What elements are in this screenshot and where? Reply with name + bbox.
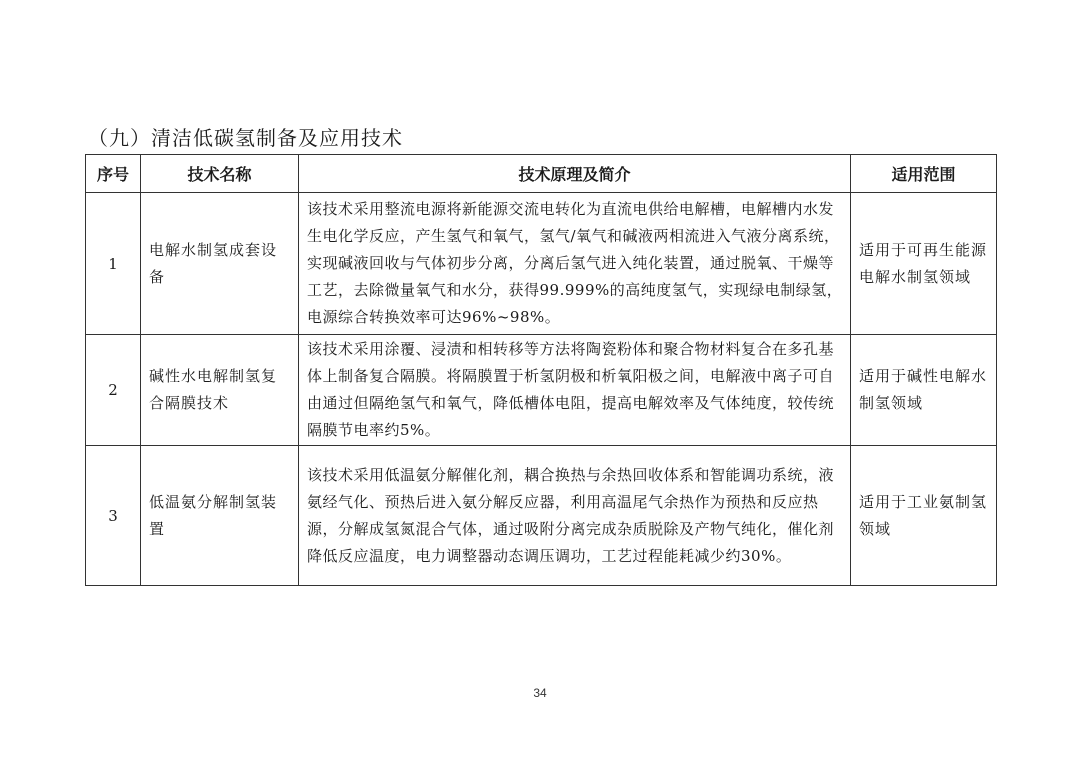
row-description: 该技术采用整流电源将新能源交流电转化为直流电供给电解槽，电解槽内水发生电化学反应，产生氢气和氧气，氢气/氧气和碱液两相流进入气液分离系统，实现碱液回收与气体初步分离，分离后氢气进入纯化装置，通过脱氧、干燥等工艺，去除微量氧气和水分，获得99.999%的高纯度氢气，实现绿电制绿氢，电源综合转换效率可达96%~98%。 (299, 193, 851, 335)
header-index: 序号 (86, 155, 141, 193)
row-tech-name: 低温氨分解制氢装置 (141, 446, 299, 586)
row-tech-name: 碱性水电解制氢复合隔膜技术 (141, 335, 299, 446)
row-scope: 适用于工业氨制氢领域 (851, 446, 997, 586)
row-description: 该技术采用低温氨分解催化剂，耦合换热与余热回收体系和智能调功系统，液氨经气化、预热后进入氨分解反应器，利用高温尾气余热作为预热和反应热源，分解成氢氮混合气体，通过吸附分离完成杂质脱除及产物气纯化，催化剂降低反应温度，电力调整器动态调压调功，工艺过程能耗减少约30%。 (299, 446, 851, 586)
row-scope: 适用于碱性电解水制氢领域 (851, 335, 997, 446)
table-row (86, 193, 997, 335)
header-name: 技术名称 (141, 155, 299, 193)
table-header-row (86, 155, 997, 193)
row-tech-name: 电解水制氢成套设备 (141, 193, 299, 335)
row-index: 3 (86, 446, 141, 586)
header-description: 技术原理及简介 (299, 155, 851, 193)
table-row (86, 335, 997, 446)
row-description: 该技术采用涂覆、浸渍和相转移等方法将陶瓷粉体和聚合物材料复合在多孔基体上制备复合隔膜。将隔膜置于析氢阴极和析氧阳极之间，电解液中离子可自由通过但隔绝氢气和氧气，降低槽体电阻，提高电解效率及气体纯度，较传统隔膜节电率约5%。 (299, 335, 851, 446)
row-scope: 适用于可再生能源电解水制氢领域 (851, 193, 997, 335)
table-row (86, 446, 997, 586)
row-index: 1 (86, 193, 141, 335)
page-number: 34 (533, 686, 547, 700)
header-scope: 适用范围 (851, 155, 997, 193)
section-title: （九）清洁低碳氢制备及应用技术 (88, 126, 403, 150)
row-index: 2 (86, 335, 141, 446)
technology-table (85, 154, 997, 586)
